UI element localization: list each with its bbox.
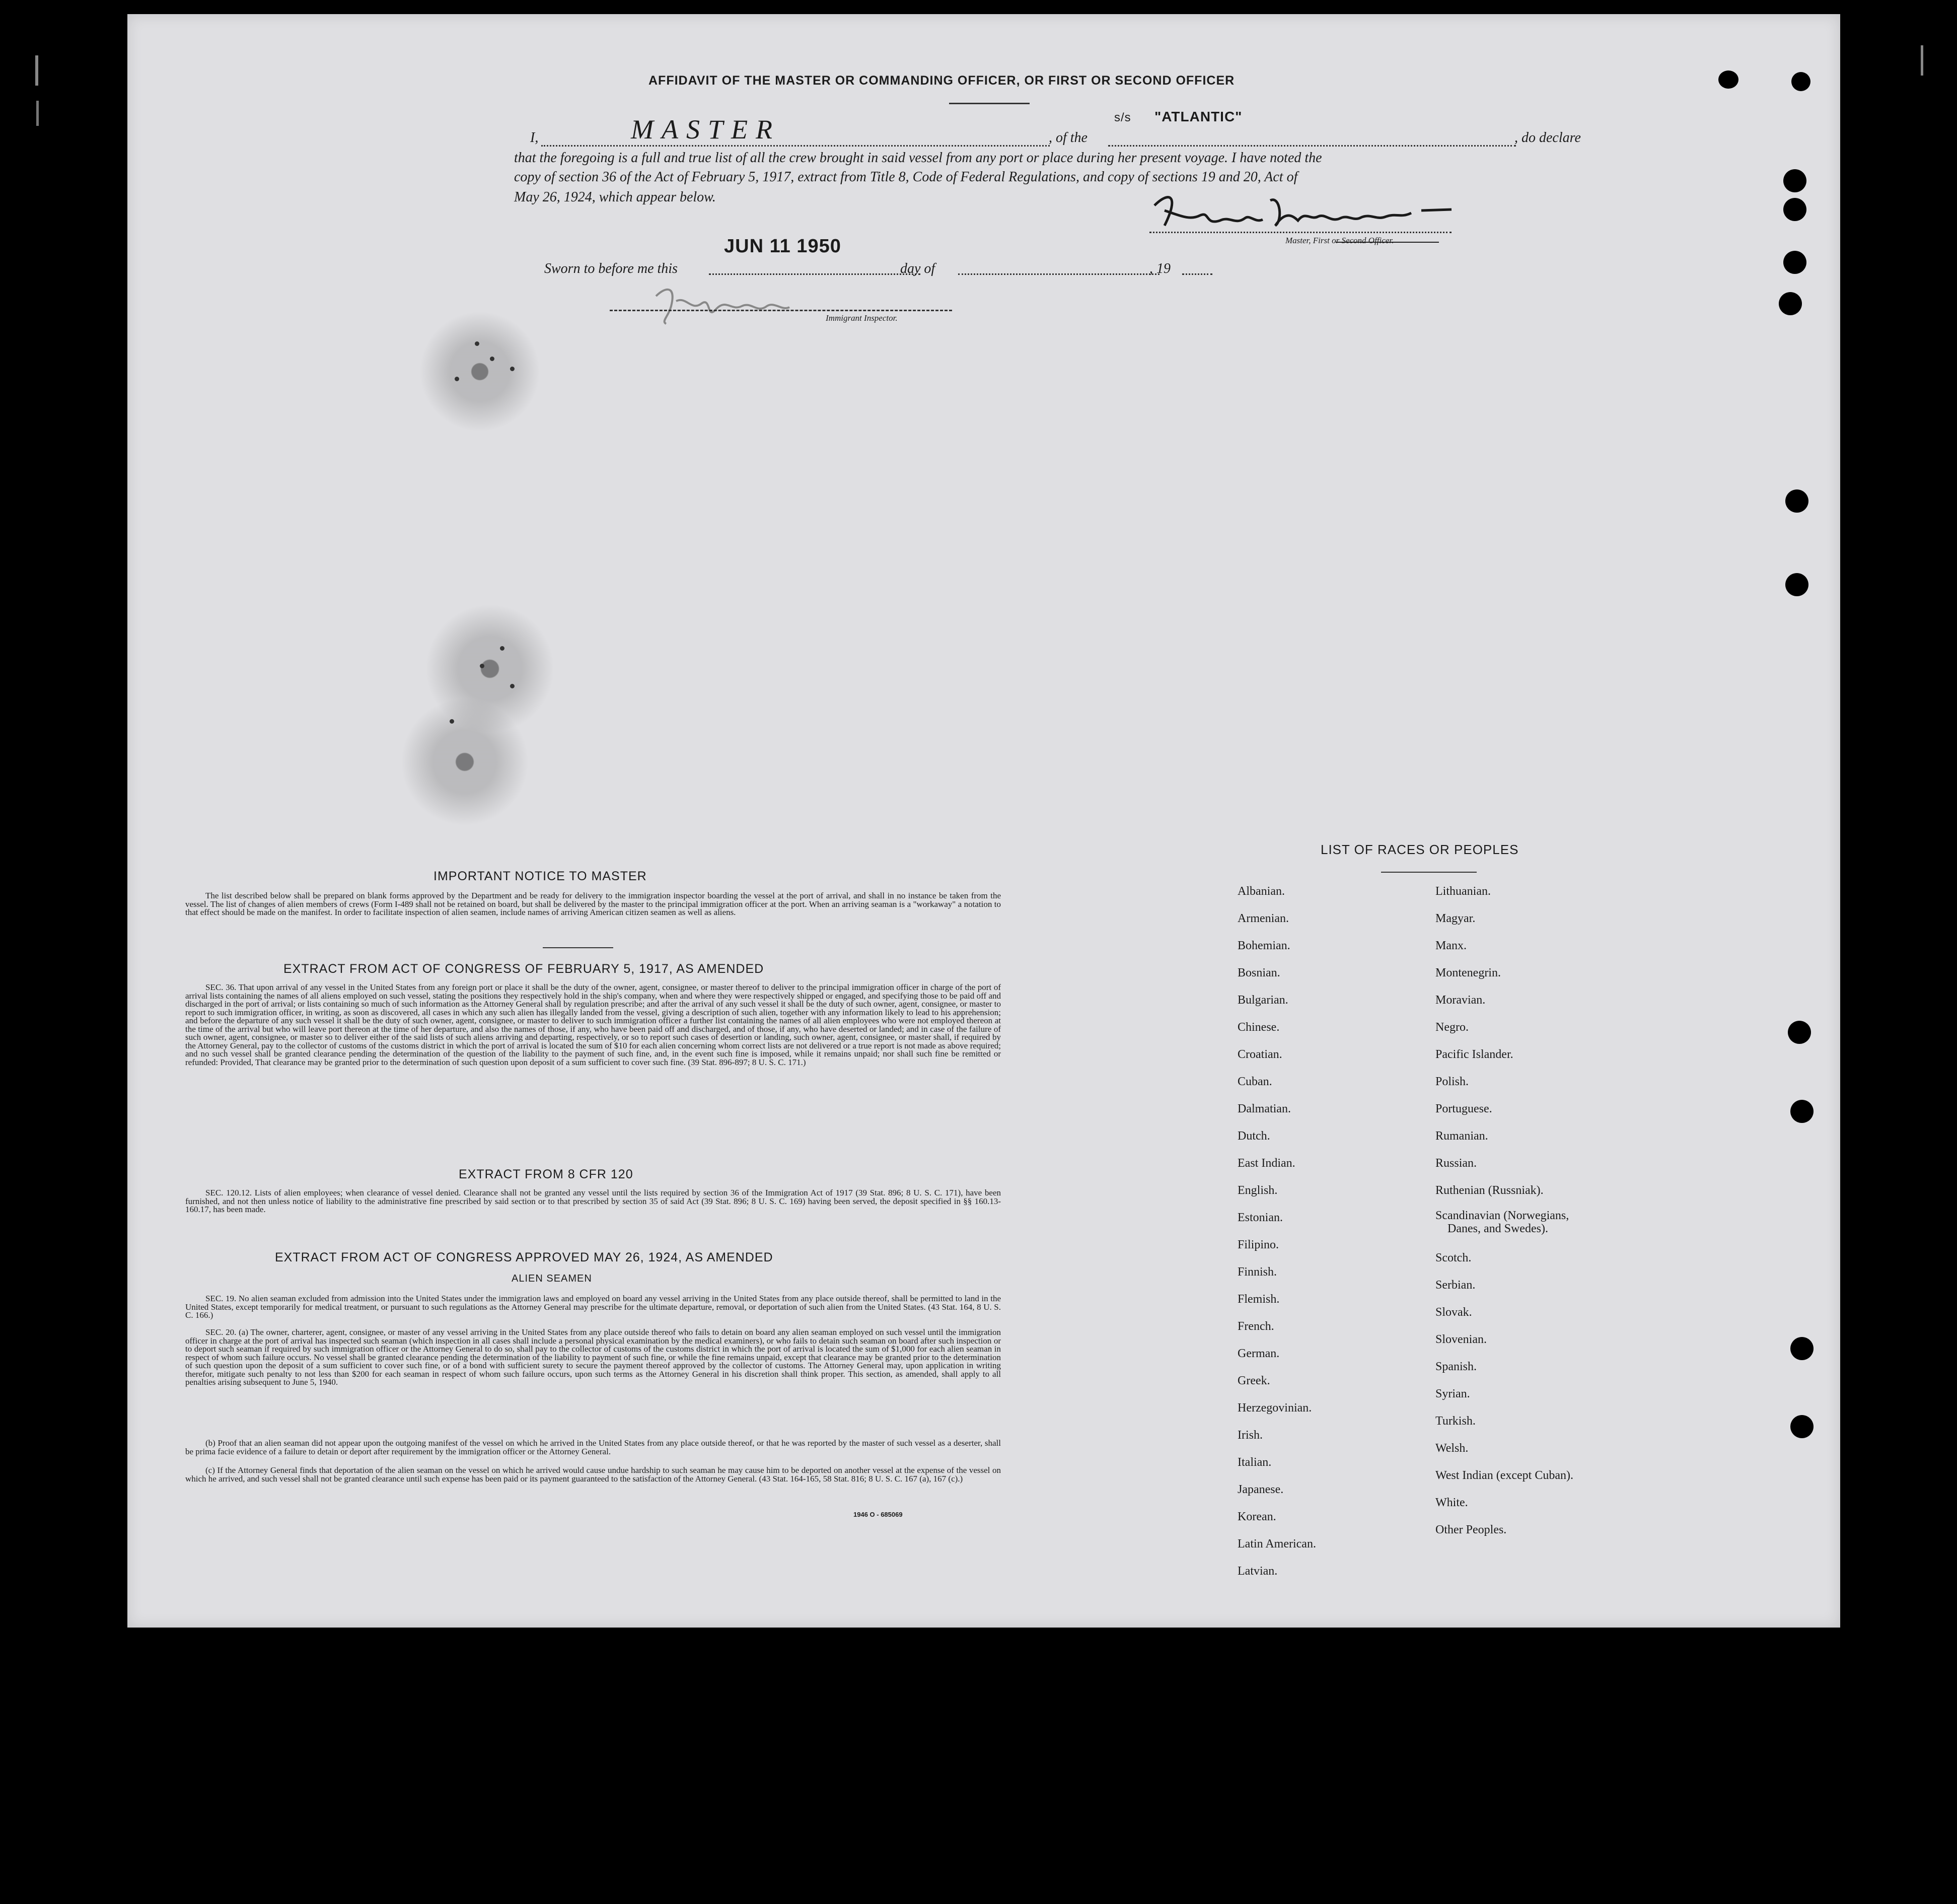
ink-speck <box>455 377 459 381</box>
race-item: Greek. <box>1238 1374 1270 1387</box>
races-title: LIST OF RACES OR PEOPLES <box>1321 842 1519 857</box>
race-item: Dalmatian. <box>1238 1102 1291 1115</box>
scan-edge-mark <box>1921 45 1923 76</box>
inspector-line <box>610 310 952 311</box>
race-item: Syrian. <box>1435 1387 1470 1400</box>
punch-hole <box>1718 70 1738 89</box>
race-item: Finnish. <box>1238 1265 1277 1279</box>
declaration-line-1: that the foregoing is a full and true list of all the crew brought in said vessel from any port or place during her present voyage. I have noted the <box>514 150 1322 166</box>
declaration-line-2: copy of section 36 of the Act of February 5, 1917, extract from Title 8, Code of Federal Regulations, and copy of sections 19 and 20, Act of <box>514 169 1298 185</box>
race-item: Latvian. <box>1238 1565 1278 1578</box>
punch-hole <box>1785 573 1808 596</box>
race-item: Estonian. <box>1238 1211 1283 1224</box>
ink-speck <box>450 719 454 724</box>
race-item: Chinese. <box>1238 1021 1280 1034</box>
races-right-column <box>1435 878 1687 1543</box>
scan-edge-mark <box>36 101 39 126</box>
extract-1917-title: EXTRACT FROM ACT OF CONGRESS OF FEBRUARY 5, 1917, AS AMENDED <box>283 962 764 976</box>
extract-1924-sec20c: (c) If the Attorney General finds that deportation of the alien seaman on the vessel on which he arrived would cause undue hardship to such seaman he may cause him to be deported on another vessel at the expense of the vessel on which he arrived, and such vessel shall not be granted clearance until such expense has been paid or its payment guaranteed to the satisfaction of the Attorney General. (43 Stat. 164-165, 58 Stat. 816; 8 U. S. C. 167 (a), 167 (c).) <box>185 1466 1001 1484</box>
master-label: Master, First or Second Officer. <box>1285 236 1394 245</box>
title-underline <box>949 103 1030 104</box>
ink-speck <box>510 367 515 371</box>
race-item: Other Peoples. <box>1435 1523 1507 1536</box>
i-label: I, <box>530 130 539 146</box>
punch-hole <box>1779 292 1802 315</box>
race-item: Turkish. <box>1435 1415 1476 1428</box>
race-item: West Indian (except Cuban). <box>1435 1469 1573 1482</box>
ink-stamp-blot <box>399 679 530 845</box>
sworn-date-line <box>709 273 920 275</box>
extract-1924-sec19: SEC. 19. No alien seaman excluded from admission into the United States under the immigration laws and employed on board any vessel arriving in the United States from any place outside thereof, shall be permitted to land in the United States, except temporarily for medical treatment, or pursuant to such regulations as the Attorney General may prescribe for the ultimate departure, removal, or deportation of such alien from the United States. (43 Stat. 164, 8 U. S. C. 166.) <box>185 1295 1001 1320</box>
ink-stamp-blot <box>404 306 555 437</box>
race-item: Flemish. <box>1238 1293 1280 1306</box>
inspector-signature <box>646 276 797 331</box>
ink-speck <box>490 357 494 361</box>
ink-speck <box>480 664 484 668</box>
document-page <box>127 14 1840 1628</box>
race-item: Bohemian. <box>1238 939 1290 952</box>
extract-cfr-text: SEC. 120.12. Lists of alien employees; when clearance of vessel denied. Clearance shall not be granted any vessel until the lists required by section 36 of the Immigration Act of 1917 (39 Stat. 896; 8 U. S. C. 171), have been furnished, and not then unless notice of liability to the administrative fine prescribed by said section or to that prescribed by section 35 of said Act (39 Stat. 896; 8 U. S. C. 169) having been served, the deposit specified in §§ 160.13-160.17, has been made. <box>185 1189 1001 1214</box>
race-item: German. <box>1238 1347 1280 1360</box>
race-item: Filipino. <box>1238 1238 1279 1251</box>
of-the-label: , of the <box>1049 130 1088 146</box>
race-item: East Indian. <box>1238 1157 1295 1170</box>
race-item: Moravian. <box>1435 994 1486 1007</box>
extract-1924-sec20b: (b) Proof that an alien seaman did not appear upon the outgoing manifest of the vessel on which he arrived in the United States from any place outside thereof, or that he was reported by the master of such vessel as a deserter, shall be prima facie evidence of a failure to detain or deport after requirement by the immigration officer or the Attorney General. <box>185 1439 1001 1456</box>
race-item: Portuguese. <box>1435 1102 1492 1115</box>
scan-edge-mark <box>35 55 38 86</box>
race-item: Slovenian. <box>1435 1333 1487 1346</box>
race-item: Albanian. <box>1238 885 1285 898</box>
race-item: Italian. <box>1238 1456 1272 1469</box>
race-item: Slovak. <box>1435 1306 1472 1319</box>
race-item: Serbian. <box>1435 1279 1476 1292</box>
race-item: Scandinavian (Norwegians, Danes, and Swedes). <box>1435 1209 1569 1235</box>
extract-1924-title: EXTRACT FROM ACT OF CONGRESS APPROVED MAY 26, 1924, AS AMENDED <box>275 1250 773 1264</box>
punch-hole <box>1790 1337 1814 1360</box>
race-item: Armenian. <box>1238 912 1289 925</box>
race-item: Scotch. <box>1435 1251 1472 1264</box>
extract-cfr-title: EXTRACT FROM 8 CFR 120 <box>459 1167 633 1181</box>
punch-hole <box>1790 1415 1814 1438</box>
punch-hole <box>1790 1100 1814 1123</box>
vessel-line <box>1108 145 1516 147</box>
races-title-rule <box>1381 872 1477 873</box>
strikethrough <box>1336 242 1439 243</box>
punch-hole <box>1788 1021 1811 1044</box>
race-item: Korean. <box>1238 1510 1276 1523</box>
year-line <box>1182 273 1212 275</box>
alien-seamen-subtitle: ALIEN SEAMEN <box>512 1273 592 1284</box>
race-item: Ruthenian (Russniak). <box>1435 1184 1544 1197</box>
vessel-prefix: s/s <box>1114 111 1131 124</box>
ink-speck <box>510 684 515 688</box>
race-item: Magyar. <box>1435 912 1476 925</box>
inspector-label: Immigrant Inspector. <box>826 313 898 323</box>
race-item: Lithuanian. <box>1435 885 1491 898</box>
sworn-label: Sworn to before me this <box>544 261 678 276</box>
year-label: , 19 <box>1149 261 1171 276</box>
day-of-label: day of <box>900 261 935 276</box>
race-item: Spanish. <box>1435 1360 1477 1373</box>
race-item: Russian. <box>1435 1157 1477 1170</box>
declaration-line-3: May 26, 1924, which appear below. <box>514 189 716 205</box>
race-item: Bosnian. <box>1238 966 1280 979</box>
date-stamp: JUN 11 1950 <box>724 236 841 257</box>
punch-hole <box>1783 169 1806 192</box>
race-item: Latin American. <box>1238 1537 1316 1550</box>
print-code: 1946 O - 685069 <box>853 1511 903 1518</box>
extract-1924-sec20a: SEC. 20. (a) The owner, charterer, agent, consignee, or master of any vessel arriving in the United States from any place outside thereof who fails to detain on board any alien seaman employed on such vessel until the immigration officer in charge at the port of arrival has inspected such seaman (which inspection in all cases shall include a personal physical examination by the medical examiners), or who fails to detain such seaman on board after such inspection or to deport such seaman if required by such immigration officer or the Attorney General to do so, shall pay to the collector of customs of the customs district in which the port of arrival is located the sum of $1,000 for each alien seaman in respect of whom such failure occurs. No vessel shall be granted clearance pending the determination of the liability to payment of such fine, or while the fine remains unpaid, except that clearance may be granted prior to the determination of such question upon the deposit of a sum sufficient to cover such fine, or of a bond with sufficient surety to secure the payment thereof approved by the collector of customs. The Attorney General may, upon application in writing therefor, mitigate such penalty to not less than $200 for each seaman in respect of whom such failure occurs, upon such terms as the Attorney General in his discretion shall think proper. This section, as amended, shall apply to all penalties arising subsequent to June 5, 1940. <box>185 1328 1001 1387</box>
race-item: Japanese. <box>1238 1483 1284 1496</box>
race-item: Herzegovinian. <box>1238 1401 1312 1415</box>
race-item: Pacific Islander. <box>1435 1048 1513 1061</box>
race-item: Rumanian. <box>1435 1130 1488 1143</box>
name-line <box>541 145 1050 147</box>
vessel-name: "ATLANTIC" <box>1154 109 1243 124</box>
race-item: Cuban. <box>1238 1075 1272 1088</box>
punch-hole <box>1783 198 1806 221</box>
master-signature-line <box>1149 232 1452 233</box>
affidavit-title: AFFIDAVIT OF THE MASTER OR COMMANDING OFFICER, OR FIRST OR SECOND OFFICER <box>648 74 1235 88</box>
race-item: Negro. <box>1435 1021 1469 1034</box>
race-item: French. <box>1238 1320 1274 1333</box>
master-name-handwritten: MASTER <box>631 114 780 145</box>
ink-speck <box>475 341 479 346</box>
ink-speck <box>500 646 504 651</box>
month-line <box>958 273 1159 275</box>
race-item: Croatian. <box>1238 1048 1282 1061</box>
race-item: Manx. <box>1435 939 1467 952</box>
punch-hole <box>1791 72 1810 91</box>
notice-title: IMPORTANT NOTICE TO MASTER <box>433 869 647 883</box>
extract-1917-text: SEC. 36. That upon arrival of any vessel in the United States from any foreign port or place it shall be the duty of the owner, agent, consignee, or master thereof to deliver to the principal immigration officer in charge of the port of arrival lists containing the names of all aliens employed on such vessel, stating the positions they respectively hold in the ship's company, when and where they were respectively shipped or engaged, and specifying those to be paid off and discharged in the port of arrival; or lists containing so much of such information as the Attorney General shall by regulation prescribe; and after the arrival of any such vessel it shall be the duty of such owner, agent, consignee, or master to report to such immigration officer, in writing, as soon as discovered, all cases in which any such alien has illegally landed from the vessel, giving a description of such alien, together with any information likely to lead to his apprehension; and before the departure of any such vessel it shall be the duty of such owner, agent, consignee, or master to deliver to such immigration officer a further list containing the names of all alien employees who were not employed thereon at the time of the arrival but who will leave port thereon at the time of her departure, and also the names of those, if any, who have been paid off and discharged, and of those, if any, who have deserted or landed; and in case of the failure of such owner, agent, consignee, or master so to deliver either of the said lists of such aliens arriving and departing, respectively, or so to report such cases of desertion or landing, such owner, agent, consignee, or master shall, if required by the Attorney General, pay to the collector of customs of the customs district in which the port of arrival is located the sum of $10 for each alien concerning whom correct lists are not delivered or a true report is not made as above required; and no such vessel shall be granted clearance pending the determination of the question of the liability to the payment of such fine, and, in the event such fine is imposed, while it remains unpaid; nor shall such fine be remitted or refunded: Provided, That clearance may be granted prior to the determination of such question upon deposit of a sum sufficient to cover such fine. (39 Stat. 896-897; 8 U. S. C. 171.) <box>185 983 1001 1067</box>
race-item: Montenegrin. <box>1435 966 1501 979</box>
race-item: Welsh. <box>1435 1442 1469 1455</box>
punch-hole <box>1785 489 1808 513</box>
races-left-column <box>1238 878 1429 1585</box>
notice-text: The list described below shall be prepared on blank forms approved by the Department and be ready for delivery to the immigration inspector boarding the vessel at the port of arrival, and shall in no instance be taken from the vessel. The list of changes of alien members of crews (Form I-489 shall not be retained on board, but shall be delivered by the master to the principal immigration officer at the port. When an arriving seaman is a "workaway" a notation to that effect should be made on the manifest. In order to facilitate inspection of alien seamen, include names of arriving American citizen seamen as well as aliens. <box>185 892 1001 917</box>
race-item: White. <box>1435 1496 1468 1509</box>
race-item: Irish. <box>1238 1429 1263 1442</box>
race-item: Dutch. <box>1238 1130 1270 1143</box>
race-item: English. <box>1238 1184 1278 1197</box>
punch-hole <box>1783 251 1806 274</box>
race-item: Bulgarian. <box>1238 994 1288 1007</box>
notice-rule <box>543 947 613 948</box>
do-declare-label: , do declare <box>1514 130 1581 146</box>
race-item: Polish. <box>1435 1075 1469 1088</box>
